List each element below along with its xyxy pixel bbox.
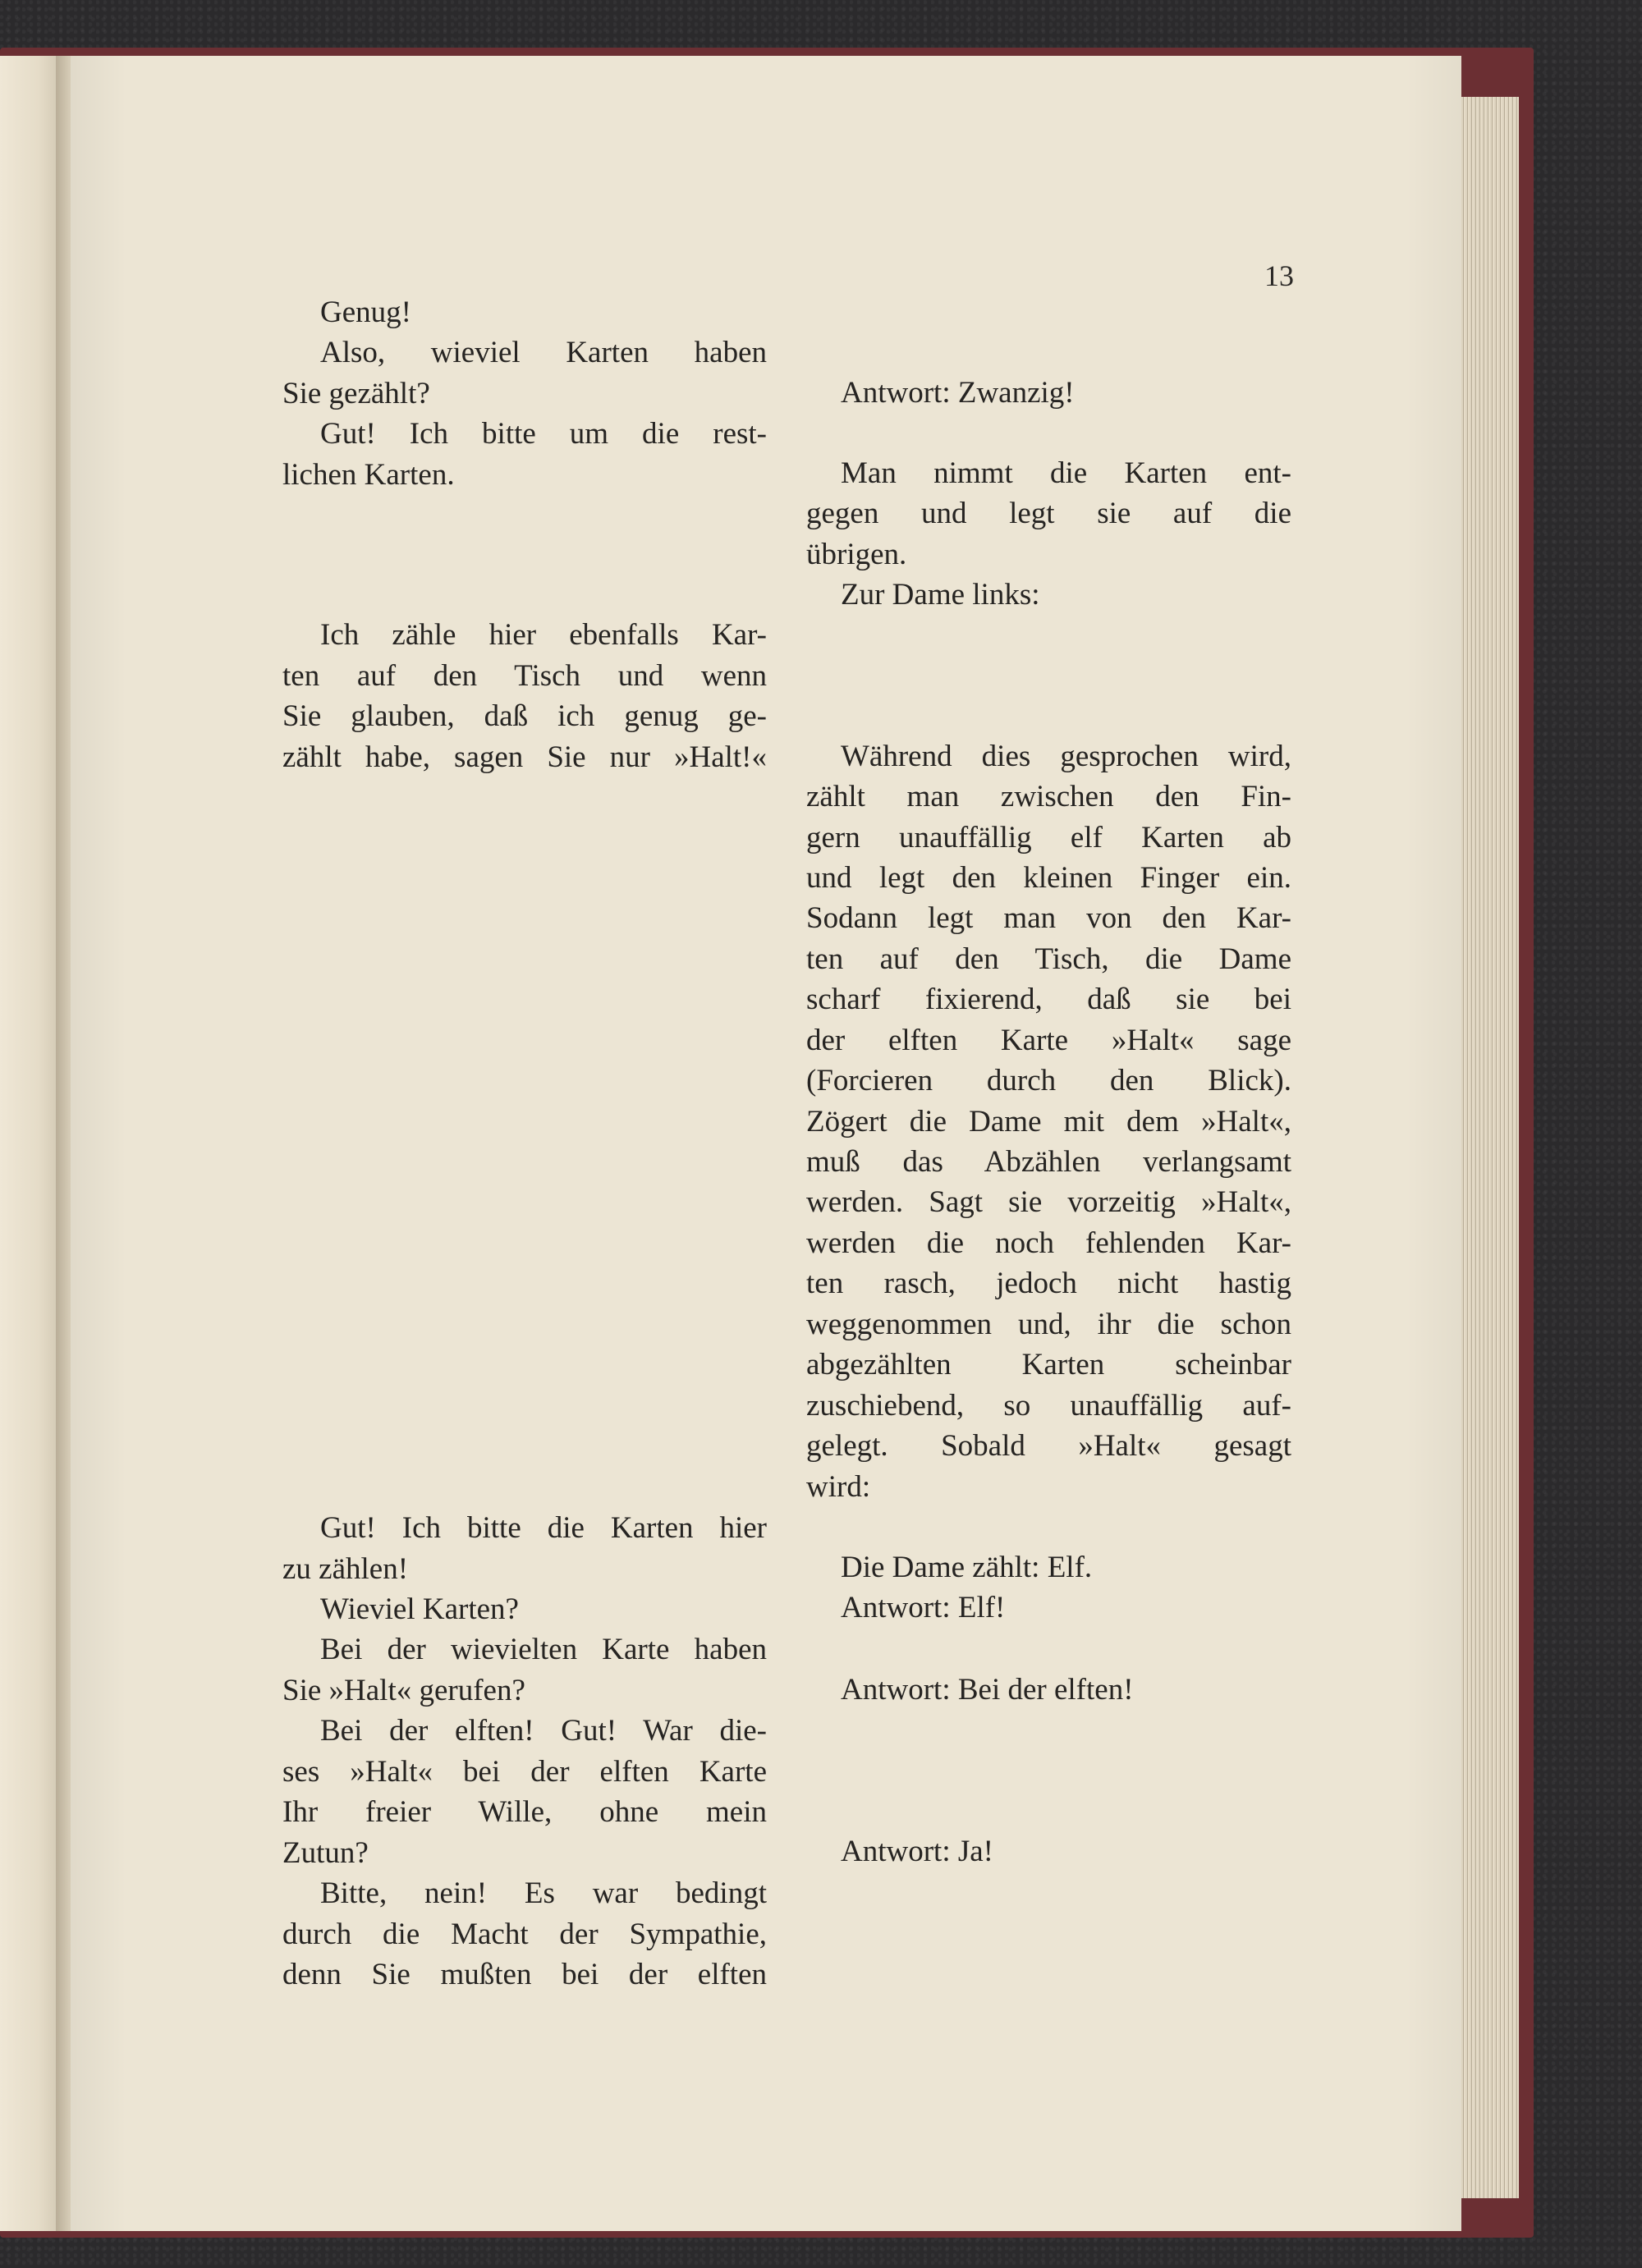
text-line: Sodann legt man von den Kar- bbox=[806, 901, 1291, 935]
text-line: gegen und legt sie auf die bbox=[806, 497, 1291, 530]
text-line: Gut! Ich bitte um die rest- bbox=[320, 417, 767, 451]
text-line: muß das Abzählen verlangsamt bbox=[806, 1145, 1291, 1179]
text-line: Bei der wievielten Karte haben bbox=[320, 1633, 767, 1666]
page-number: 13 bbox=[1264, 259, 1294, 292]
text-line: Zögert die Dame mit dem »Halt«, bbox=[806, 1105, 1291, 1139]
text-line: weggenommen und, ihr die schon bbox=[806, 1308, 1291, 1341]
text-line: Bitte, nein! Es war bedingt bbox=[320, 1876, 767, 1910]
text-line: Antwort: Bei der elften! bbox=[841, 1673, 1134, 1707]
text-line: und legt den kleinen Finger ein. bbox=[806, 861, 1291, 895]
text-line: Antwort: Zwanzig! bbox=[841, 376, 1075, 410]
text-line: Zur Dame links: bbox=[841, 578, 1040, 612]
text-line: Antwort: Ja! bbox=[841, 1835, 993, 1868]
text-line: scharf fixierend, daß sie bei bbox=[806, 983, 1291, 1016]
left-page-edge bbox=[0, 56, 64, 2231]
text-line: Antwort: Elf! bbox=[841, 1591, 1006, 1624]
text-line: zuschiebend, so unauffällig auf- bbox=[806, 1389, 1291, 1423]
text-line: zählt man zwischen den Fin- bbox=[806, 780, 1291, 813]
text-line: lichen Karten. bbox=[282, 458, 455, 492]
text-line: der elften Karte »Halt« sage bbox=[806, 1024, 1291, 1057]
text-line: gern unauffällig elf Karten ab bbox=[806, 821, 1291, 855]
text-line: Wieviel Karten? bbox=[320, 1592, 519, 1626]
text-line: abgezählten Karten scheinbar bbox=[806, 1348, 1291, 1381]
text-line: (Forcieren durch den Blick). bbox=[806, 1064, 1291, 1097]
text-line: ten rasch, jedoch nicht hastig bbox=[806, 1267, 1291, 1300]
text-line: werden. Sagt sie vorzeitig »Halt«, bbox=[806, 1185, 1291, 1219]
text-line: zu zählen! bbox=[282, 1552, 409, 1586]
text-line: denn Sie mußten bei der elften bbox=[282, 1958, 767, 1991]
text-line: gelegt. Sobald »Halt« gesagt bbox=[806, 1429, 1291, 1463]
text-line: Genug! bbox=[320, 296, 411, 329]
text-line: werden die noch fehlenden Kar- bbox=[806, 1226, 1291, 1260]
text-line: Die Dame zählt: Elf. bbox=[841, 1551, 1093, 1584]
text-line: Ihr freier Wille, ohne mein bbox=[282, 1795, 767, 1829]
text-line: Sie glauben, daß ich genug ge- bbox=[282, 699, 767, 733]
text-line: Also, wieviel Karten haben bbox=[320, 336, 767, 369]
text-line: ten auf den Tisch und wenn bbox=[282, 659, 767, 693]
text-line: übrigen. bbox=[806, 538, 907, 571]
page-stack-edge bbox=[1461, 97, 1519, 2198]
text-line: ten auf den Tisch, die Dame bbox=[806, 942, 1291, 976]
text-line: Man nimmt die Karten ent- bbox=[841, 456, 1291, 490]
text-line: Bei der elften! Gut! War die- bbox=[320, 1714, 767, 1748]
text-line: zählt habe, sagen Sie nur »Halt!« bbox=[282, 740, 767, 774]
text-line: durch die Macht der Sympathie, bbox=[282, 1917, 767, 1951]
text-line: Sie »Halt« gerufen? bbox=[282, 1674, 525, 1707]
book-page bbox=[71, 56, 1461, 2231]
text-line: Ich zähle hier ebenfalls Kar- bbox=[320, 618, 767, 652]
text-line: Während dies gesprochen wird, bbox=[841, 740, 1291, 773]
text-line: Gut! Ich bitte die Karten hier bbox=[320, 1511, 767, 1545]
text-line: wird: bbox=[806, 1470, 871, 1504]
text-line: Zutun? bbox=[282, 1836, 369, 1870]
text-line: ses »Halt« bei der elften Karte bbox=[282, 1755, 767, 1789]
text-line: Sie gezählt? bbox=[282, 377, 430, 410]
